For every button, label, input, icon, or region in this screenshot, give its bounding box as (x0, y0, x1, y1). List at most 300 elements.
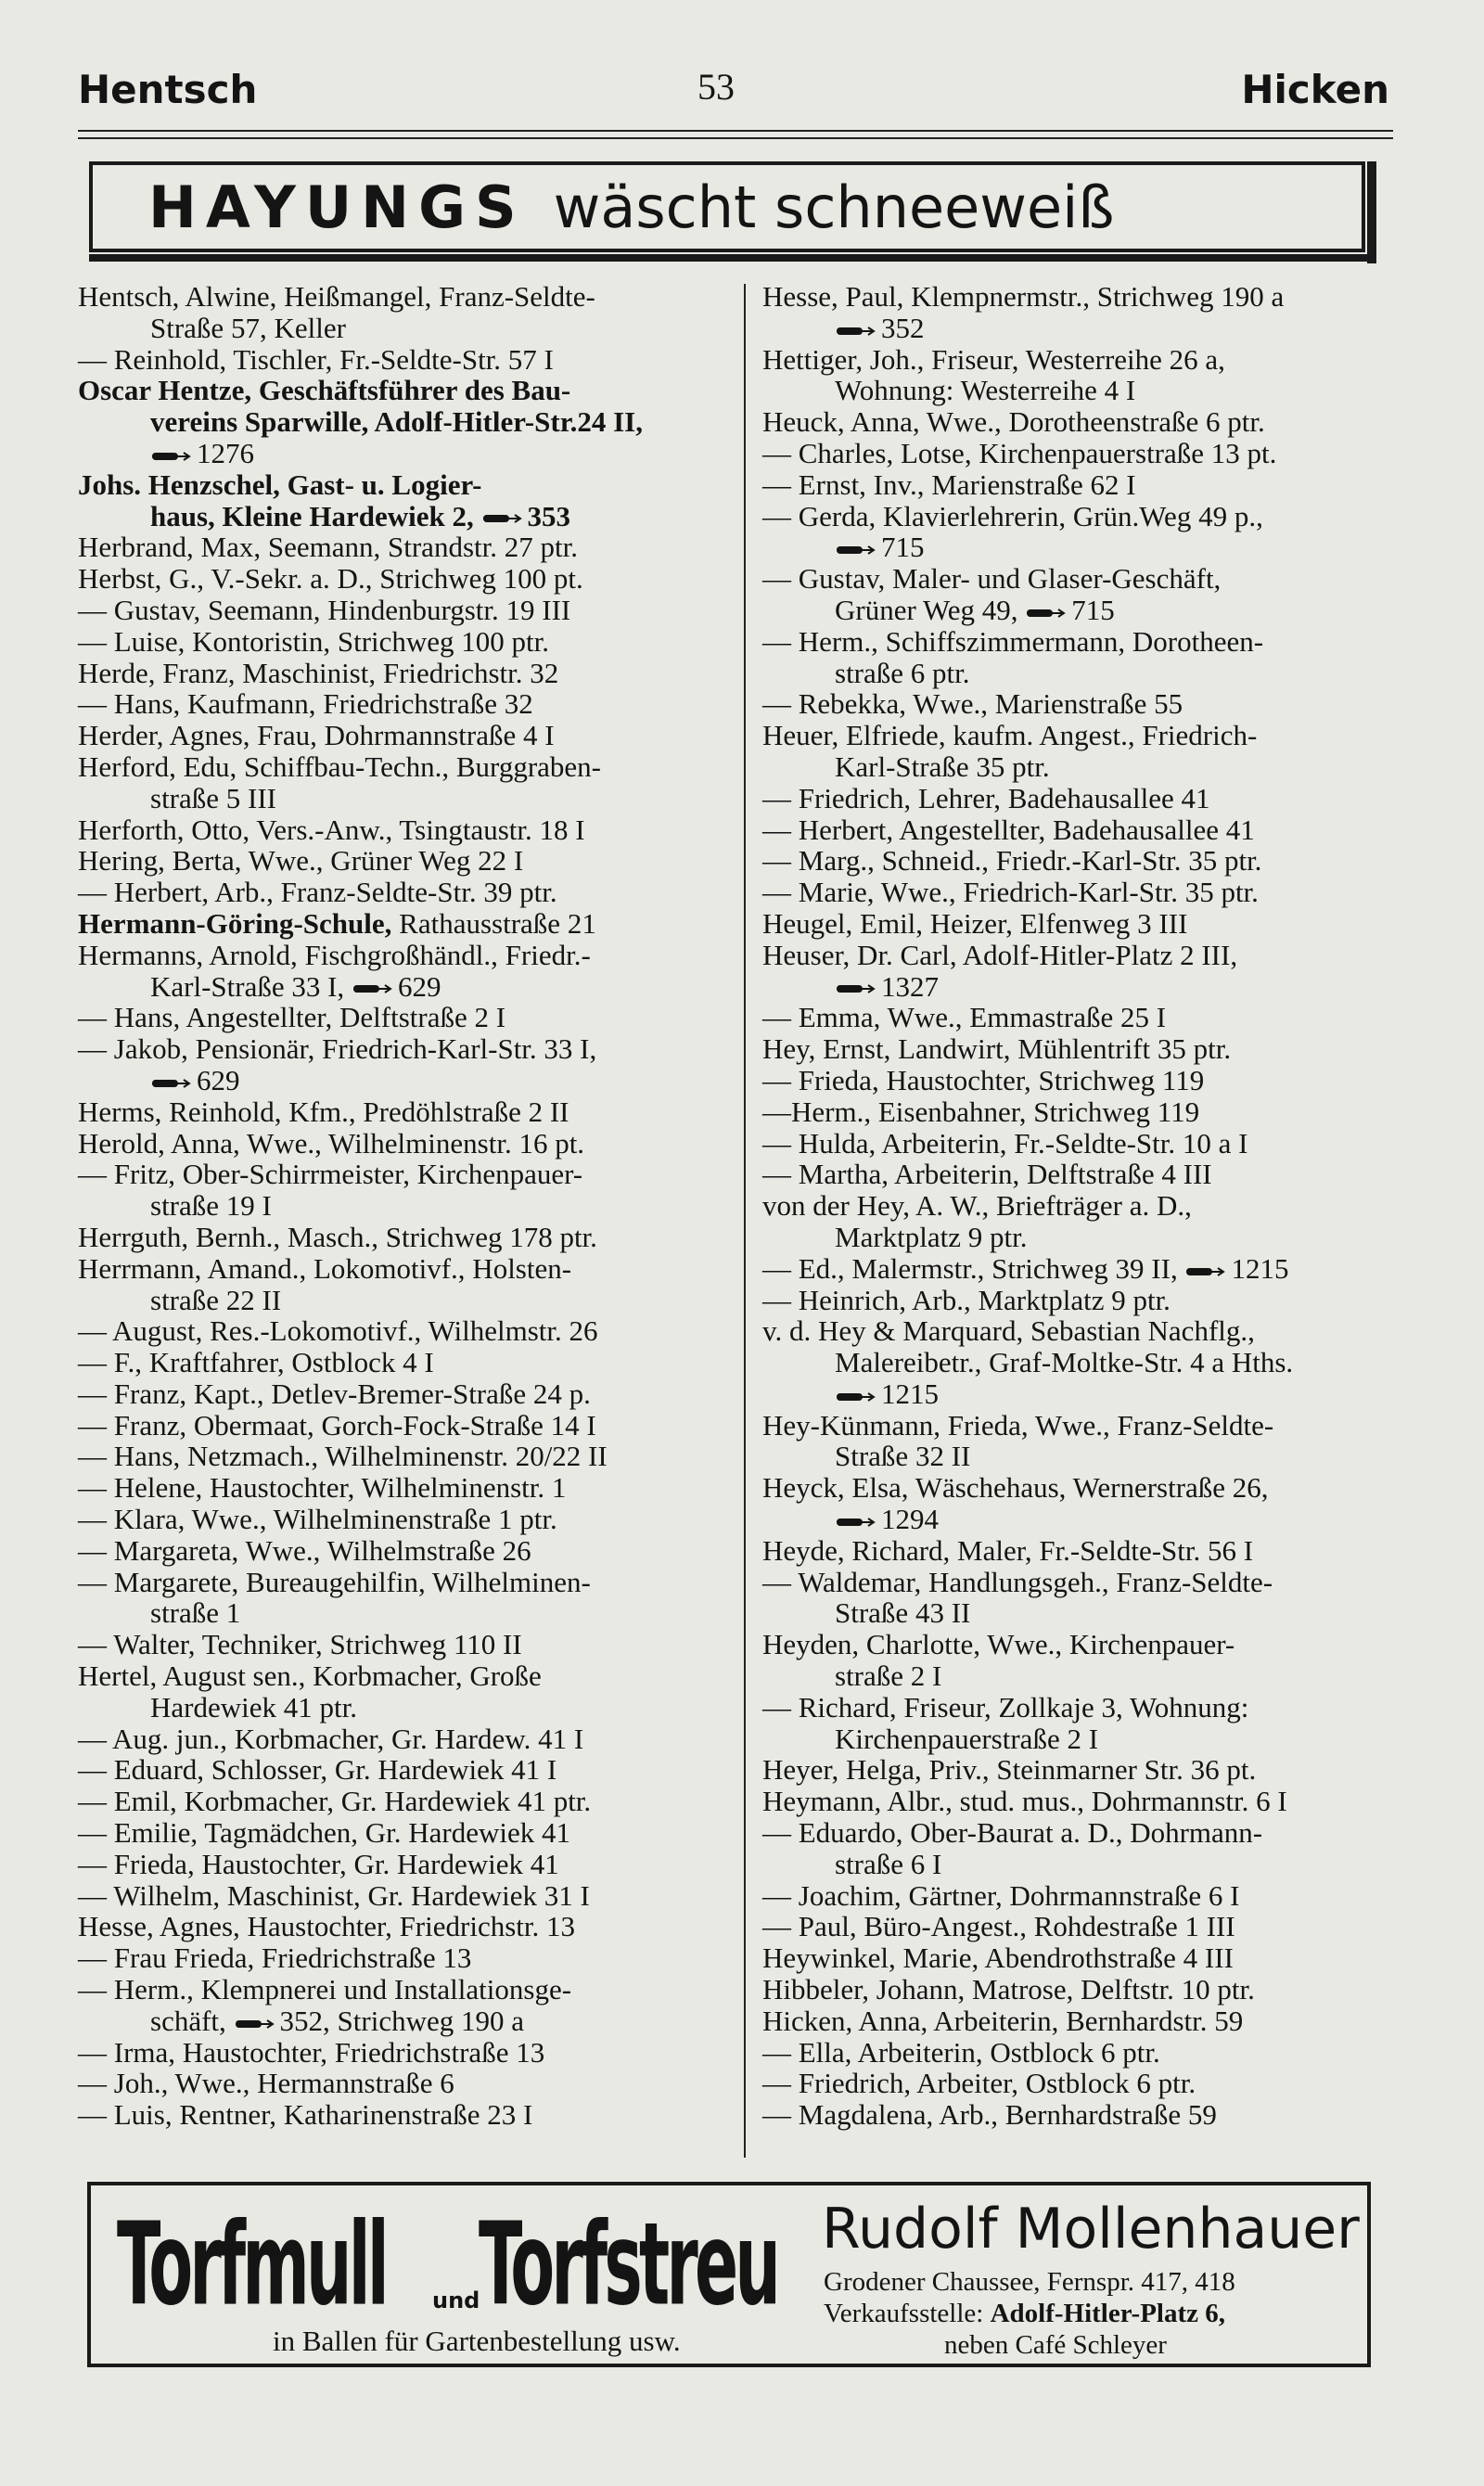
directory-entry (762, 783, 1402, 814)
entry-text: — Franz, Kapt., Detlev-Bremer-Straße 24 p. (78, 1377, 591, 1410)
entry-text: — Franz, Obermaat, Gorch-Fock-Straße 14 I (78, 1408, 596, 1442)
entry-text: — Ernst, Inv., Marienstraße 62 I (762, 468, 1136, 501)
entry-continuation (78, 501, 727, 532)
directory-entry (78, 1253, 727, 1316)
entry-line (78, 1222, 727, 1253)
entry-line (78, 940, 727, 971)
telephone-icon (835, 1389, 876, 1405)
entry-line (762, 1033, 1402, 1065)
entry-line (762, 908, 1402, 940)
directory-entry (78, 281, 727, 344)
entry-text: Herder, Agnes, Frau, Dohrmannstraße 4 I (78, 719, 555, 752)
directory-entry (78, 563, 727, 595)
entry-text: — Joh., Wwe., Hermannstraße 6 (78, 2067, 454, 2100)
entry-text: — Herm., Klempnerei und Installationsge- (78, 1973, 572, 2006)
entry-text: Herrmann, Amand., Lokomotivf., Holsten- (78, 1251, 572, 1285)
entry-text: — Gerda, Klavierlehrerin, Grün.Weg 49 p., (762, 499, 1263, 532)
directory-entry (78, 1567, 727, 1630)
entry-line (78, 1472, 727, 1504)
directory-entry (78, 1629, 727, 1660)
running-head-right: Hicken (1241, 67, 1389, 112)
entry-line (78, 1880, 727, 1912)
directory-entry (762, 469, 1402, 501)
directory-entry (762, 2005, 1402, 2037)
entry-text: — Emilie, Tagmädchen, Gr. Hardewiek 41 (78, 1816, 570, 1850)
entry-text: , Strichweg 190 a (323, 2004, 524, 2037)
directory-entry (78, 1410, 727, 1442)
entry-line (78, 814, 727, 846)
entry-text: Johs. Henzschel, Gast- u. Logier- (78, 468, 482, 501)
entry-line (762, 814, 1402, 846)
entry-line (762, 344, 1402, 376)
entry-line (78, 1378, 727, 1410)
entry-text: Heugel, Emil, Heizer, Elfenweg 3 III (762, 906, 1188, 940)
entry-line (762, 501, 1402, 532)
entry-line (762, 688, 1402, 720)
directory-entry (78, 720, 727, 751)
entry-text: vereins Sparwille, Adolf-Hitler-Str.24 II, (150, 405, 643, 439)
directory-entry (78, 1159, 727, 1222)
directory-entry (78, 1974, 727, 2037)
entry-continuation (78, 406, 727, 438)
entry-text: — Marg., Schneid., Friedr.-Karl-Str. 35 ptr. (762, 844, 1262, 878)
directory-entry (762, 438, 1402, 469)
banner-brand: HAYUNGS (148, 173, 526, 241)
directory-entry (78, 1504, 727, 1535)
entry-text: Heuck, Anna, Wwe., Dorotheenstraße 6 ptr. (762, 405, 1265, 439)
entry-line (78, 375, 727, 406)
entry-line (762, 720, 1402, 751)
directory-entry (762, 501, 1402, 564)
entry-text: — Herm., Schiffszimmermann, Dorotheen- (762, 624, 1264, 658)
entry-continuation (762, 375, 1402, 406)
entry-line (762, 1911, 1402, 1942)
entry-continuation (762, 1597, 1402, 1629)
phone-number: 1276 (197, 436, 254, 469)
directory-entry (78, 1033, 727, 1096)
entry-text: — Hulda, Arbeiterin, Fr.-Seldte-Str. 10 a I (762, 1126, 1248, 1160)
entry-line (762, 563, 1402, 595)
directory-entry (78, 626, 727, 658)
directory-entry (78, 1754, 727, 1786)
phone-number: 1327 (881, 969, 939, 1003)
entry-text: Wohnung: Westerreihe 4 I (835, 374, 1136, 407)
entry-text: — Gustav, Maler- und Glaser-Geschäft, (762, 562, 1222, 596)
entry-text: — Martha, Arbeiterin, Delftstraße 4 III (762, 1158, 1212, 1191)
entry-line (78, 720, 727, 751)
entry-text: v. d. Hey & Marquard, Sebastian Nachflg., (762, 1314, 1255, 1348)
entry-text: Herrguth, Bernh., Masch., Strichweg 178 ptr. (78, 1220, 597, 1253)
directory-entry (78, 1378, 727, 1410)
telephone-icon (835, 1514, 876, 1531)
entry-line (78, 1724, 727, 1755)
entry-text: — Ed., Malermstr., Strichweg 39 II, (762, 1251, 1178, 1285)
entry-text: Hermanns, Arnold, Fischgroßhändl., Friedr.- (78, 938, 591, 971)
entry-line (78, 1786, 727, 1817)
directory-entry (762, 1253, 1402, 1285)
entry-text: Heyer, Helga, Priv., Steinmarner Str. 36 pt. (762, 1753, 1257, 1787)
directory-entry (78, 814, 727, 846)
directory-entry (762, 1128, 1402, 1160)
directory-entry (78, 595, 727, 626)
entry-rest: Rathausstraße 21 (391, 906, 596, 940)
entry-line (762, 1974, 1402, 2005)
entry-text: Kirchenpauerstraße 2 I (835, 1722, 1099, 1755)
entry-line (78, 688, 727, 720)
entry-continuation (762, 1378, 1402, 1410)
ad-torfmull: Torfmull (117, 2198, 386, 2331)
telephone-icon (150, 1075, 191, 1092)
entry-text: Marktplatz 9 ptr. (835, 1220, 1028, 1253)
entry-text: straße 22 II (150, 1283, 282, 1316)
entry-line (762, 1285, 1402, 1316)
advert-banner (89, 161, 1365, 252)
page-number: 53 (697, 66, 735, 108)
entry-line (762, 845, 1402, 877)
entry-line (78, 1629, 727, 1660)
telephone-icon (1184, 1263, 1225, 1280)
entry-text: — Heinrich, Arb., Marktplatz 9 ptr. (762, 1283, 1171, 1316)
entry-line (762, 877, 1402, 908)
entry-text: — Eduardo, Ober-Baurat a. D., Dohrmann- (762, 1816, 1263, 1850)
phone-number: 629 (397, 969, 441, 1003)
entry-text: Heyde, Richard, Maler, Fr.-Seldte-Str. 56 I (762, 1533, 1254, 1567)
entry-line (78, 1754, 727, 1786)
entry-line (762, 1159, 1402, 1190)
entry-text: — Joachim, Gärtner, Dohrmannstraße 6 I (762, 1878, 1240, 1912)
running-head-left: Hentsch (78, 67, 258, 112)
entry-line (762, 1253, 1402, 1285)
entry-line (762, 1942, 1402, 1974)
entry-text: Herbst, G., V.-Sekr. a. D., Strichweg 100 pt. (78, 562, 583, 596)
entry-line (78, 344, 727, 376)
entry-continuation (78, 1692, 727, 1724)
directory-entry (762, 940, 1402, 1003)
entry-continuation (762, 971, 1402, 1003)
phone-number: 352 (279, 2004, 324, 2037)
telephone-icon (835, 542, 876, 558)
directory-entry (78, 1724, 727, 1755)
directory-entry (762, 1911, 1402, 1942)
directory-entry (762, 1096, 1402, 1128)
entry-continuation (762, 1849, 1402, 1880)
entry-continuation (78, 2005, 727, 2037)
entry-text: Hesse, Paul, Klempnermstr., Strichweg 190 a (762, 280, 1285, 313)
entry-text: — Waldemar, Handlungsgeh., Franz-Seldte- (762, 1565, 1273, 1598)
entry-text: Malereibetr., Graf-Moltke-Str. 4 a Hths. (835, 1346, 1294, 1379)
entry-continuation (762, 595, 1402, 626)
entry-continuation (78, 313, 727, 344)
entry-text: — Luis, Rentner, Katharinenstraße 23 I (78, 2098, 533, 2132)
entry-text: — Herbert, Angestellter, Badehausallee 41 (762, 813, 1255, 846)
entry-text: — Hans, Kaufmann, Friedrichstraße 32 (78, 687, 533, 721)
directory-entry (762, 877, 1402, 908)
entry-text: Herford, Edu, Schiffbau-Techn., Burggraben- (78, 750, 601, 783)
directory-entry (762, 1033, 1402, 1065)
entry-text: — Wilhelm, Maschinist, Gr. Hardewiek 31 I (78, 1878, 590, 1912)
entry-text: — Irma, Haustochter, Friedrichstraße 13 (78, 2035, 545, 2069)
entry-text: Herold, Anna, Wwe., Wilhelminenstr. 16 pt. (78, 1126, 585, 1160)
entry-text: straße 2 I (835, 1659, 942, 1693)
entry-line (78, 1535, 727, 1567)
telephone-icon (481, 510, 522, 527)
ad-und: und (432, 2287, 480, 2313)
ad-cafe: neben Café Schleyer (944, 2330, 1167, 2360)
entry-text: Straße 32 II (835, 1440, 971, 1473)
entry-text: — Reinhold, Tischler, Fr.-Seldte-Str. 57 I (78, 342, 554, 376)
phone-number: 1294 (881, 1503, 939, 1536)
ad-sales (824, 2299, 1225, 2329)
entry-line (762, 1096, 1402, 1128)
entry-text: straße 6 ptr. (835, 656, 970, 689)
entry-continuation (762, 313, 1402, 344)
entry-continuation (762, 1724, 1402, 1755)
entry-text: Heymann, Albr., stud. mus., Dohrmannstr. 6 I (762, 1785, 1287, 1818)
directory-entry (78, 532, 727, 563)
entry-line (78, 281, 727, 313)
entry-text: Hentsch, Alwine, Heißmangel, Franz-Seldte- (78, 280, 595, 313)
entry-line (78, 1002, 727, 1033)
entry-line (78, 626, 727, 658)
entry-line (78, 877, 727, 908)
telephone-icon (352, 980, 392, 997)
entry-line (762, 2005, 1402, 2037)
directory-entry (762, 1567, 1402, 1630)
entry-text: schäft, (150, 2004, 226, 2037)
entry-line (762, 1410, 1402, 1442)
entry-line (78, 2099, 727, 2131)
entry-line (762, 940, 1402, 971)
entry-text: — Frieda, Haustochter, Gr. Hardewiek 41 (78, 1847, 559, 1880)
entry-continuation (762, 751, 1402, 783)
entry-text: — Richard, Friseur, Zollkaje 3, Wohnung: (762, 1690, 1249, 1724)
header-rule (78, 130, 1393, 132)
entry-line (762, 1754, 1402, 1786)
directory-entry (78, 1911, 727, 1942)
entry-line (78, 1159, 727, 1190)
directory-entry (78, 1347, 727, 1378)
directory-entry (78, 688, 727, 720)
entry-line (78, 1096, 727, 1128)
directory-entry (762, 563, 1402, 626)
directory-entry (762, 1692, 1402, 1755)
entry-line (78, 1660, 727, 1692)
directory-entry (78, 658, 727, 689)
directory-entry (78, 2099, 727, 2131)
directory-entry (78, 469, 727, 532)
entry-text: — Gustav, Seemann, Hindenburgstr. 19 III (78, 593, 571, 626)
entry-line (762, 783, 1402, 814)
entry-text: Herde, Franz, Maschinist, Friedrichstr. 32 (78, 656, 559, 689)
entry-line (78, 1253, 727, 1285)
entry-text: — Paul, Büro-Angest., Rohdestraße 1 III (762, 1910, 1235, 1943)
directory-entry (78, 845, 727, 877)
entry-text: — Eduard, Schlosser, Gr. Hardewiek 41 I (78, 1753, 557, 1787)
entry-line (78, 1974, 727, 2005)
entry-text: — Rebekka, Wwe., Marienstraße 55 (762, 687, 1183, 721)
entry-text: — Marie, Wwe., Friedrich-Karl-Str. 35 ptr. (762, 876, 1259, 909)
entry-text: Heuser, Dr. Carl, Adolf-Hitler-Platz 2 III, (762, 938, 1238, 971)
entry-text: Hertel, August sen., Korbmacher, Große (78, 1659, 542, 1693)
telephone-icon (835, 980, 876, 997)
entry-line (762, 626, 1402, 658)
entry-continuation (78, 1065, 727, 1096)
entry-continuation (762, 1347, 1402, 1378)
entry-line (78, 1942, 727, 1974)
directory-entry (762, 1410, 1402, 1473)
entry-text: — Fritz, Ober-Schirrmeister, Kirchenpauer- (78, 1158, 583, 1191)
entry-text: Heyck, Elsa, Wäschehaus, Wernerstraße 26, (762, 1471, 1269, 1505)
entry-text: Straße 43 II (835, 1596, 971, 1630)
entry-line (78, 1817, 727, 1849)
telephone-icon (1025, 605, 1066, 622)
directory-entry (78, 877, 727, 908)
directory-entry (762, 1817, 1402, 1880)
entry-continuation (78, 971, 727, 1003)
entry-text: Hey, Ernst, Landwirt, Mühlentrift 35 ptr. (762, 1032, 1232, 1066)
entry-line (762, 1880, 1402, 1912)
directory-entry (762, 1974, 1402, 2005)
entry-continuation (78, 1285, 727, 1316)
directory-entry (762, 1002, 1402, 1033)
directory-entry (762, 720, 1402, 783)
directory-entry (762, 1786, 1402, 1817)
directory-entry (762, 908, 1402, 940)
entry-text: Hardewiek 41 ptr. (150, 1690, 357, 1724)
banner-slogan: wäscht schneeweiß (553, 173, 1115, 241)
entry-line (78, 1410, 727, 1442)
directory-entry (78, 940, 727, 1003)
directory-entry (78, 1128, 727, 1160)
telephone-icon (234, 2016, 275, 2032)
directory-entry (762, 845, 1402, 877)
entry-text: — Frieda, Haustochter, Strichweg 119 (762, 1063, 1205, 1096)
entry-continuation (762, 1660, 1402, 1692)
ad-sales-place: Adolf-Hitler-Platz 6, (990, 2299, 1225, 2328)
entry-line (762, 1002, 1402, 1033)
left-column (78, 281, 727, 2131)
directory-entry (78, 1849, 727, 1880)
directory-entry (78, 1817, 727, 1849)
entry-text: — Klara, Wwe., Wilhelminenstraße 1 ptr. (78, 1503, 557, 1536)
entry-text: — Herbert, Arb., Franz-Seldte-Str. 39 ptr. (78, 876, 557, 909)
entry-continuation (762, 1504, 1402, 1535)
entry-text: Hering, Berta, Wwe., Grüner Weg 22 I (78, 844, 524, 878)
directory-entry (762, 814, 1402, 846)
directory-entry (762, 688, 1402, 720)
entry-text: — Emil, Korbmacher, Gr. Hardewiek 41 ptr. (78, 1785, 592, 1818)
directory-entry (762, 1942, 1402, 1974)
directory-entry (78, 1880, 727, 1912)
entry-name: Hermann-Göring-Schule, (78, 906, 392, 940)
entry-text: Heyden, Charlotte, Wwe., Kirchenpauer- (762, 1628, 1235, 1661)
entry-text: —Herm., Eisenbahner, Strichweg 119 (762, 1095, 1200, 1128)
entry-line (762, 281, 1402, 313)
column-separator (744, 284, 746, 2158)
entry-text: — Hans, Angestellter, Delftstraße 2 I (78, 1001, 506, 1034)
entry-continuation (762, 658, 1402, 689)
entry-line (78, 658, 727, 689)
entry-text: — Charles, Lotse, Kirchenpauerstraße 13 pt. (762, 436, 1277, 469)
entry-continuation (762, 1222, 1402, 1253)
entry-line (762, 1692, 1402, 1724)
entry-text: Hettiger, Joh., Friseur, Westerreihe 26 a, (762, 342, 1225, 376)
directory-entry (78, 375, 727, 468)
entry-line (78, 595, 727, 626)
entry-line (762, 1128, 1402, 1160)
entry-line (762, 2037, 1402, 2069)
entry-line (78, 1567, 727, 1598)
entry-text: — Ella, Arbeiterin, Ostblock 6 ptr. (762, 2035, 1160, 2069)
directory-entry (78, 751, 727, 814)
directory-entry (78, 1660, 727, 1724)
ad-sales-label: Verkaufsstelle: (824, 2299, 984, 2328)
entry-text: — Friedrich, Lehrer, Badehausallee 41 (762, 781, 1210, 814)
directory-entry (762, 1629, 1402, 1692)
directory-entry (78, 1002, 727, 1033)
directory-entry (762, 406, 1402, 438)
entry-text: — Frau Frieda, Friedrichstraße 13 (78, 1941, 472, 1975)
phone-number: 1215 (1231, 1251, 1289, 1285)
entry-line (78, 563, 727, 595)
right-column (762, 281, 1402, 2131)
directory-entry (762, 344, 1402, 407)
entry-line (762, 1472, 1402, 1504)
entry-line (78, 1347, 727, 1378)
entry-continuation (78, 783, 727, 814)
phone-number: 629 (197, 1063, 240, 1096)
entry-text: straße 6 I (835, 1847, 942, 1880)
entry-line (762, 2099, 1402, 2131)
directory-entry (762, 2068, 1402, 2099)
directory-entry (762, 281, 1402, 344)
entry-line (78, 1441, 727, 1472)
entry-text: Hey-Künmann, Frieda, Wwe., Franz-Seldte- (762, 1408, 1274, 1442)
directory-entry (78, 908, 727, 940)
entry-line (762, 438, 1402, 469)
entry-text: — Walter, Techniker, Strichweg 110 II (78, 1628, 522, 1661)
ad-company: Rudolf Mollenhauer (822, 2197, 1360, 2262)
entry-line (78, 1315, 727, 1347)
entry-continuation (762, 532, 1402, 563)
directory-entry (762, 2099, 1402, 2131)
phone-number: 715 (1071, 593, 1115, 626)
entry-line (78, 908, 727, 940)
directory-entry (78, 2068, 727, 2099)
phone-number: 715 (881, 531, 925, 564)
entry-line (78, 469, 727, 501)
entry-line (78, 1911, 727, 1942)
entry-text: — Magdalena, Arb., Bernhardstraße 59 (762, 2098, 1217, 2132)
entry-line (762, 469, 1402, 501)
phone-number: 353 (527, 499, 571, 532)
directory-entry (762, 1754, 1402, 1786)
entry-text: — Jakob, Pensionär, Friedrich-Karl-Str. 33 I, (78, 1032, 597, 1066)
entry-continuation (78, 1190, 727, 1222)
entry-text: — Margarete, Bureaugehilfin, Wilhelminen- (78, 1565, 591, 1598)
directory-entry (762, 1880, 1402, 1912)
directory-entry (78, 1942, 727, 1974)
entry-text: Straße 57, Keller (150, 311, 346, 344)
directory-entry (762, 1535, 1402, 1567)
entry-text: — Aug. jun., Korbmacher, Gr. Hardew. 41 I (78, 1722, 584, 1755)
entry-text: Herbrand, Max, Seemann, Strandstr. 27 ptr. (78, 531, 578, 564)
entry-text: — Margareta, Wwe., Wilhelmstraße 26 (78, 1533, 531, 1567)
entry-line (78, 2068, 727, 2099)
entry-text: Heywinkel, Marie, Abendrothstraße 4 III (762, 1941, 1234, 1975)
entry-line (762, 1567, 1402, 1598)
directory-entry (78, 1315, 727, 1347)
